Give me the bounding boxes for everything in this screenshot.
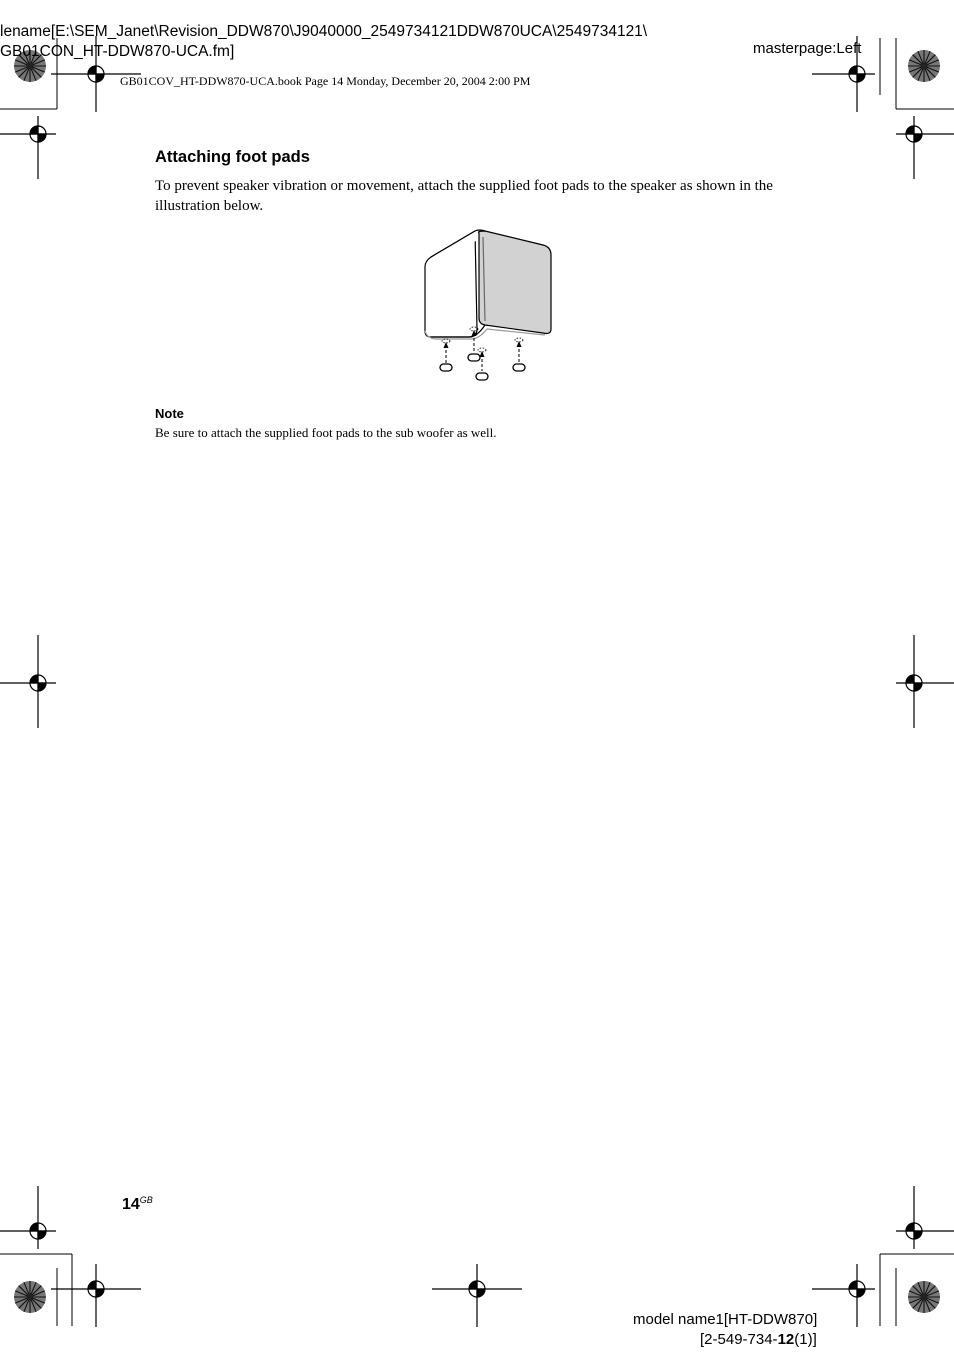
note-title: Note — [155, 406, 184, 421]
filename-line-2: GB01CON_HT-DDW870-UCA.fm] — [0, 43, 235, 60]
model-code-suffix: (1)] — [794, 1331, 817, 1348]
speaker-foot-pads-illustration — [415, 225, 560, 390]
note-text: Be sure to attach the supplied foot pads to the sub woofer as well. — [155, 425, 497, 440]
section-heading: Attaching foot pads — [155, 148, 310, 166]
filename-line-1: lename[E:\SEM_Janet\Revision_DDW870\J9040000_2549734121DDW870UCA\2549734121\ — [0, 23, 648, 40]
model-name-line: model name1[HT-DDW870] — [633, 1311, 818, 1328]
masterpage-label: masterpage:Left — [753, 40, 862, 57]
book-info-line: GB01COV_HT-DDW870-UCA.book Page 14 Monday, December 20, 2004 2:00 PM — [120, 74, 531, 88]
source-filename — [0, 22, 647, 62]
model-code-prefix: [2-549-734- — [700, 1331, 778, 1348]
page-number-suffix: GB — [139, 1195, 153, 1205]
model-code-bold: 12 — [777, 1331, 795, 1348]
page-number — [122, 1196, 153, 1214]
section-body: To prevent speaker vibration or movement, attach the supplied foot pads to the speaker as shown in the illustration below. — [155, 178, 773, 214]
model-code-line — [700, 1331, 817, 1348]
page-number-value: 14 — [122, 1196, 140, 1213]
